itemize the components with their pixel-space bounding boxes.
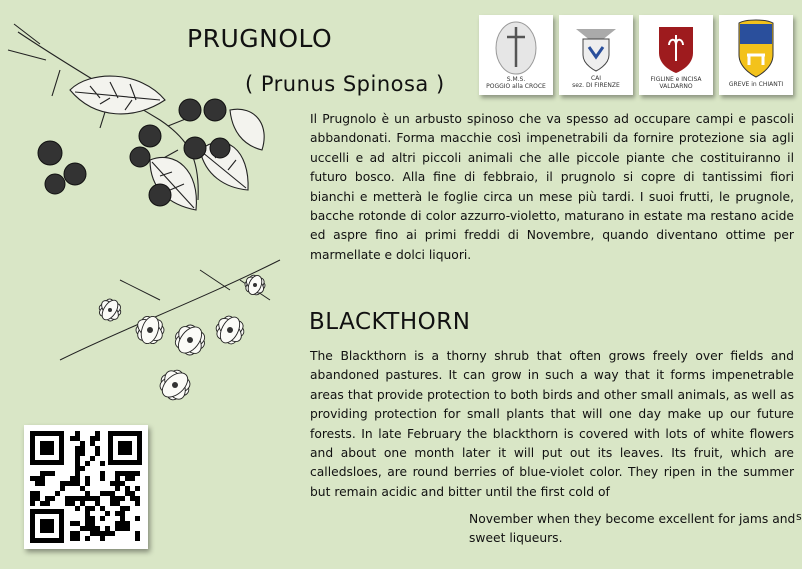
blackthorn-illustration bbox=[0, 0, 310, 420]
title-english: BLACKTHORN bbox=[309, 309, 471, 335]
logo-figline-incisa-valdarno bbox=[639, 15, 713, 95]
logo-caption: FIGLINE e INCISA bbox=[650, 76, 702, 83]
logo-caption: CAI bbox=[590, 75, 602, 82]
description-italian: Il Prugnolo è un arbusto spinoso che va spesso ad occupare campi e pascoli abbandonati. Forma macchie così impenetrabili da fornire protezione sia agli uccelli e ad altri piccoli animali che alle piccole piante che costituiranno il futuro bosco. Alla fine di febbraio, il prugnolo si copre di tantissimi fiori bianchi e metterà le foglie circa un mese più tardi. I suoi frutti, le prugnole, bacche rotonde di color azzurro-violetto, maturano in estate ma restano acide ed aspre fino ai primi freddi di Novembre, quando diventano ottime per marmellate e dolci liquori. bbox=[310, 112, 794, 262]
logo-caption: VALDARNO bbox=[659, 83, 693, 90]
description-english-continued: November when they become excellent for jams and sweet liqueurs. bbox=[469, 512, 796, 546]
stray-character: s bbox=[796, 510, 802, 523]
logo-caption: POGGIO alla CROCE bbox=[486, 83, 546, 90]
qr-code[interactable] bbox=[24, 425, 148, 549]
logo-caption: S.M.S. bbox=[506, 76, 526, 83]
logo-cai-firenze bbox=[559, 15, 633, 95]
title-italian: PRUGNOLO bbox=[187, 24, 333, 53]
scientific-name: ( Prunus Spinosa ) bbox=[245, 72, 445, 96]
logo-caption: GREVE in CHIANTI bbox=[728, 81, 784, 88]
description-english: The Blackthorn is a thorny shrub that often grows freely over fields and abandoned pastures. It can grow in such a way that it forms impenetrable areas that provide protection to both birds and other small animals, as well as providing protection for small plants that will one day make up our future forests. In late February the blackthorn is covered with lots of white flowers and about one month later it will put out its leaves. Its fruit, which are calledsloes, are round berries of blue-violet color. They ripen in the summer but remain acidic and bitter until the first cold of bbox=[310, 349, 794, 499]
logo-caption: sez. DI FIRENZE bbox=[572, 82, 620, 89]
logo-sms-poggio-alla-croce bbox=[479, 15, 553, 95]
logo-greve-in-chianti bbox=[719, 15, 793, 95]
